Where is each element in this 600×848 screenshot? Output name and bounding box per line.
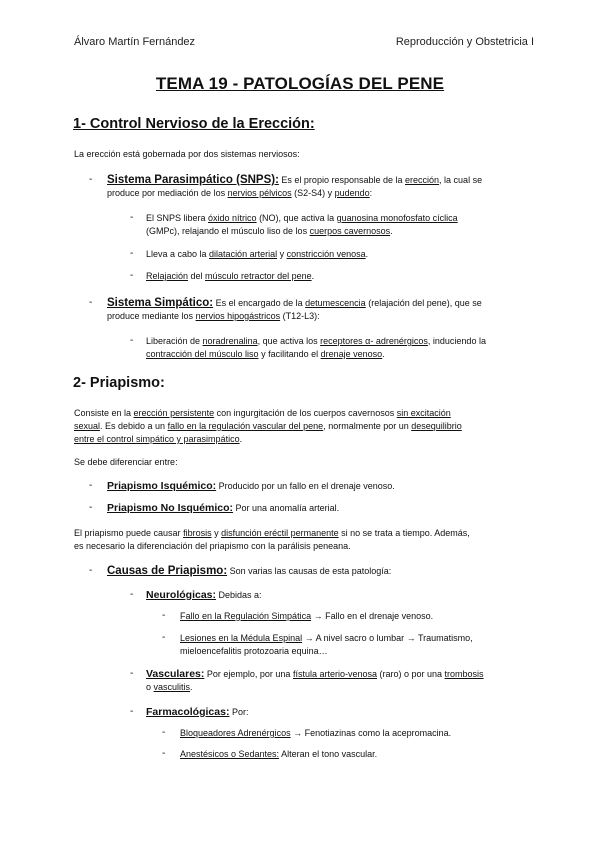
sns-term: Sistema Simpático:: [107, 297, 214, 309]
pharmacological-causes: Farmacológicas: Por:: [146, 706, 249, 718]
section-2-heading: 2- Priapismo:: [73, 375, 165, 391]
farma-item-2: Anestésicos o Sedantes: Alteran el tono vascular.: [180, 749, 378, 759]
bullet-dash: -: [130, 589, 134, 600]
snps-item-3: Relajación del músculo retractor del pene.: [146, 271, 315, 281]
bullet-dash: -: [130, 706, 134, 717]
neuro-item-1: Fallo en la Regulación Simpática → Fallo en el drenaje venoso.: [180, 611, 434, 621]
snps-term: Sistema Parasimpático (SNPS):: [107, 174, 279, 186]
causes-heading: Causas de Priapismo: Son varias las causas de esta patología:: [107, 565, 392, 577]
snps-item-1: El SNPS libera óxido nítrico (NO), que activa la guanosina monofosfato cíclica (GMPc), relajando el músculo liso de los cuerpos cavernosos.: [146, 213, 458, 236]
farma-item-1: Bloqueadores Adrenérgicos → Fenotiazinas como la acepromacina.: [180, 728, 452, 738]
snps-paragraph: Sistema Parasimpático (SNPS): Es el propio responsable de la erección, la cual se produce por mediación de los nervios pélvicos (S2-S4) y pudendo:: [107, 174, 483, 198]
bullet-dash: -: [89, 297, 93, 308]
priapism-ischemic: Priapismo Isquémico: Producido por un fallo en el drenaje venoso.: [107, 480, 395, 492]
priapism-definition: Consiste en la erección persistente con ingurgitación de los cuerpos cavernosos sin excitación sexual. Es debido a un fallo en la regulación vascular del pene, normalmente por un desequilibrio entre el control simpático y parasimpático.: [74, 408, 462, 444]
bullet-dash: -: [130, 270, 134, 281]
bullet-dash: -: [162, 727, 166, 738]
bullet-dash: -: [89, 174, 93, 185]
bullet-dash: -: [130, 248, 134, 259]
priapism-consequences: El priapismo puede causar fibrosis y disfunción eréctil permanente si no se trata a tiempo. Además, es necesario la diferenciación del priapismo con la parálisis peneana.: [74, 528, 470, 551]
bullet-dash: -: [130, 668, 134, 679]
bullet-dash: -: [89, 480, 93, 491]
priapism-non-ischemic: Priapismo No Isquémico: Por una anomalía arterial.: [107, 502, 340, 514]
page-title: TEMA 19 - PATOLOGÍAS DEL PENE: [155, 74, 445, 93]
bullet-dash: -: [162, 632, 166, 643]
snps-item-2: Lleva a cabo la dilatación arterial y constricción venosa.: [146, 249, 369, 259]
section-1-heading: 1- Control Nervioso de la Erección:: [73, 116, 315, 132]
sns-item: Liberación de noradrenalina, que activa los receptores α- adrenérgicos, induciendo la contracción del músculo liso y facilitando el drenaje venoso.: [146, 336, 486, 359]
bullet-dash: -: [89, 565, 93, 576]
bullet-dash: -: [89, 502, 93, 513]
vascular-causes: Vasculares: Por ejemplo, por una fístula arterio-venosa (raro) o por una trombosis o vasculitis.: [146, 668, 484, 692]
header-author: Álvaro Martín Fernández: [74, 36, 196, 48]
section-1-intro: La erección está gobernada por dos sistemas nerviosos:: [74, 149, 300, 159]
sns-paragraph: Sistema Simpático: Es el encargado de la detumescencia (relajación del pene), que se produce mediante los nervios hipogástricos (T12-L3):: [107, 297, 482, 321]
bullet-dash: -: [130, 335, 134, 346]
bullet-dash: -: [130, 212, 134, 223]
bullet-dash: -: [162, 610, 166, 621]
header-subject: Reproducción y Obstetricia I: [395, 36, 534, 48]
bullet-dash: -: [162, 748, 166, 759]
differentiate-text: Se debe diferenciar entre:: [74, 457, 178, 467]
neurological-causes: Neurológicas: Debidas a:: [146, 589, 262, 601]
neuro-item-2: Lesiones en la Médula Espinal → A nivel sacro o lumbar → Traumatismo, mieloencefalitis protozoaria equina…: [180, 633, 473, 656]
